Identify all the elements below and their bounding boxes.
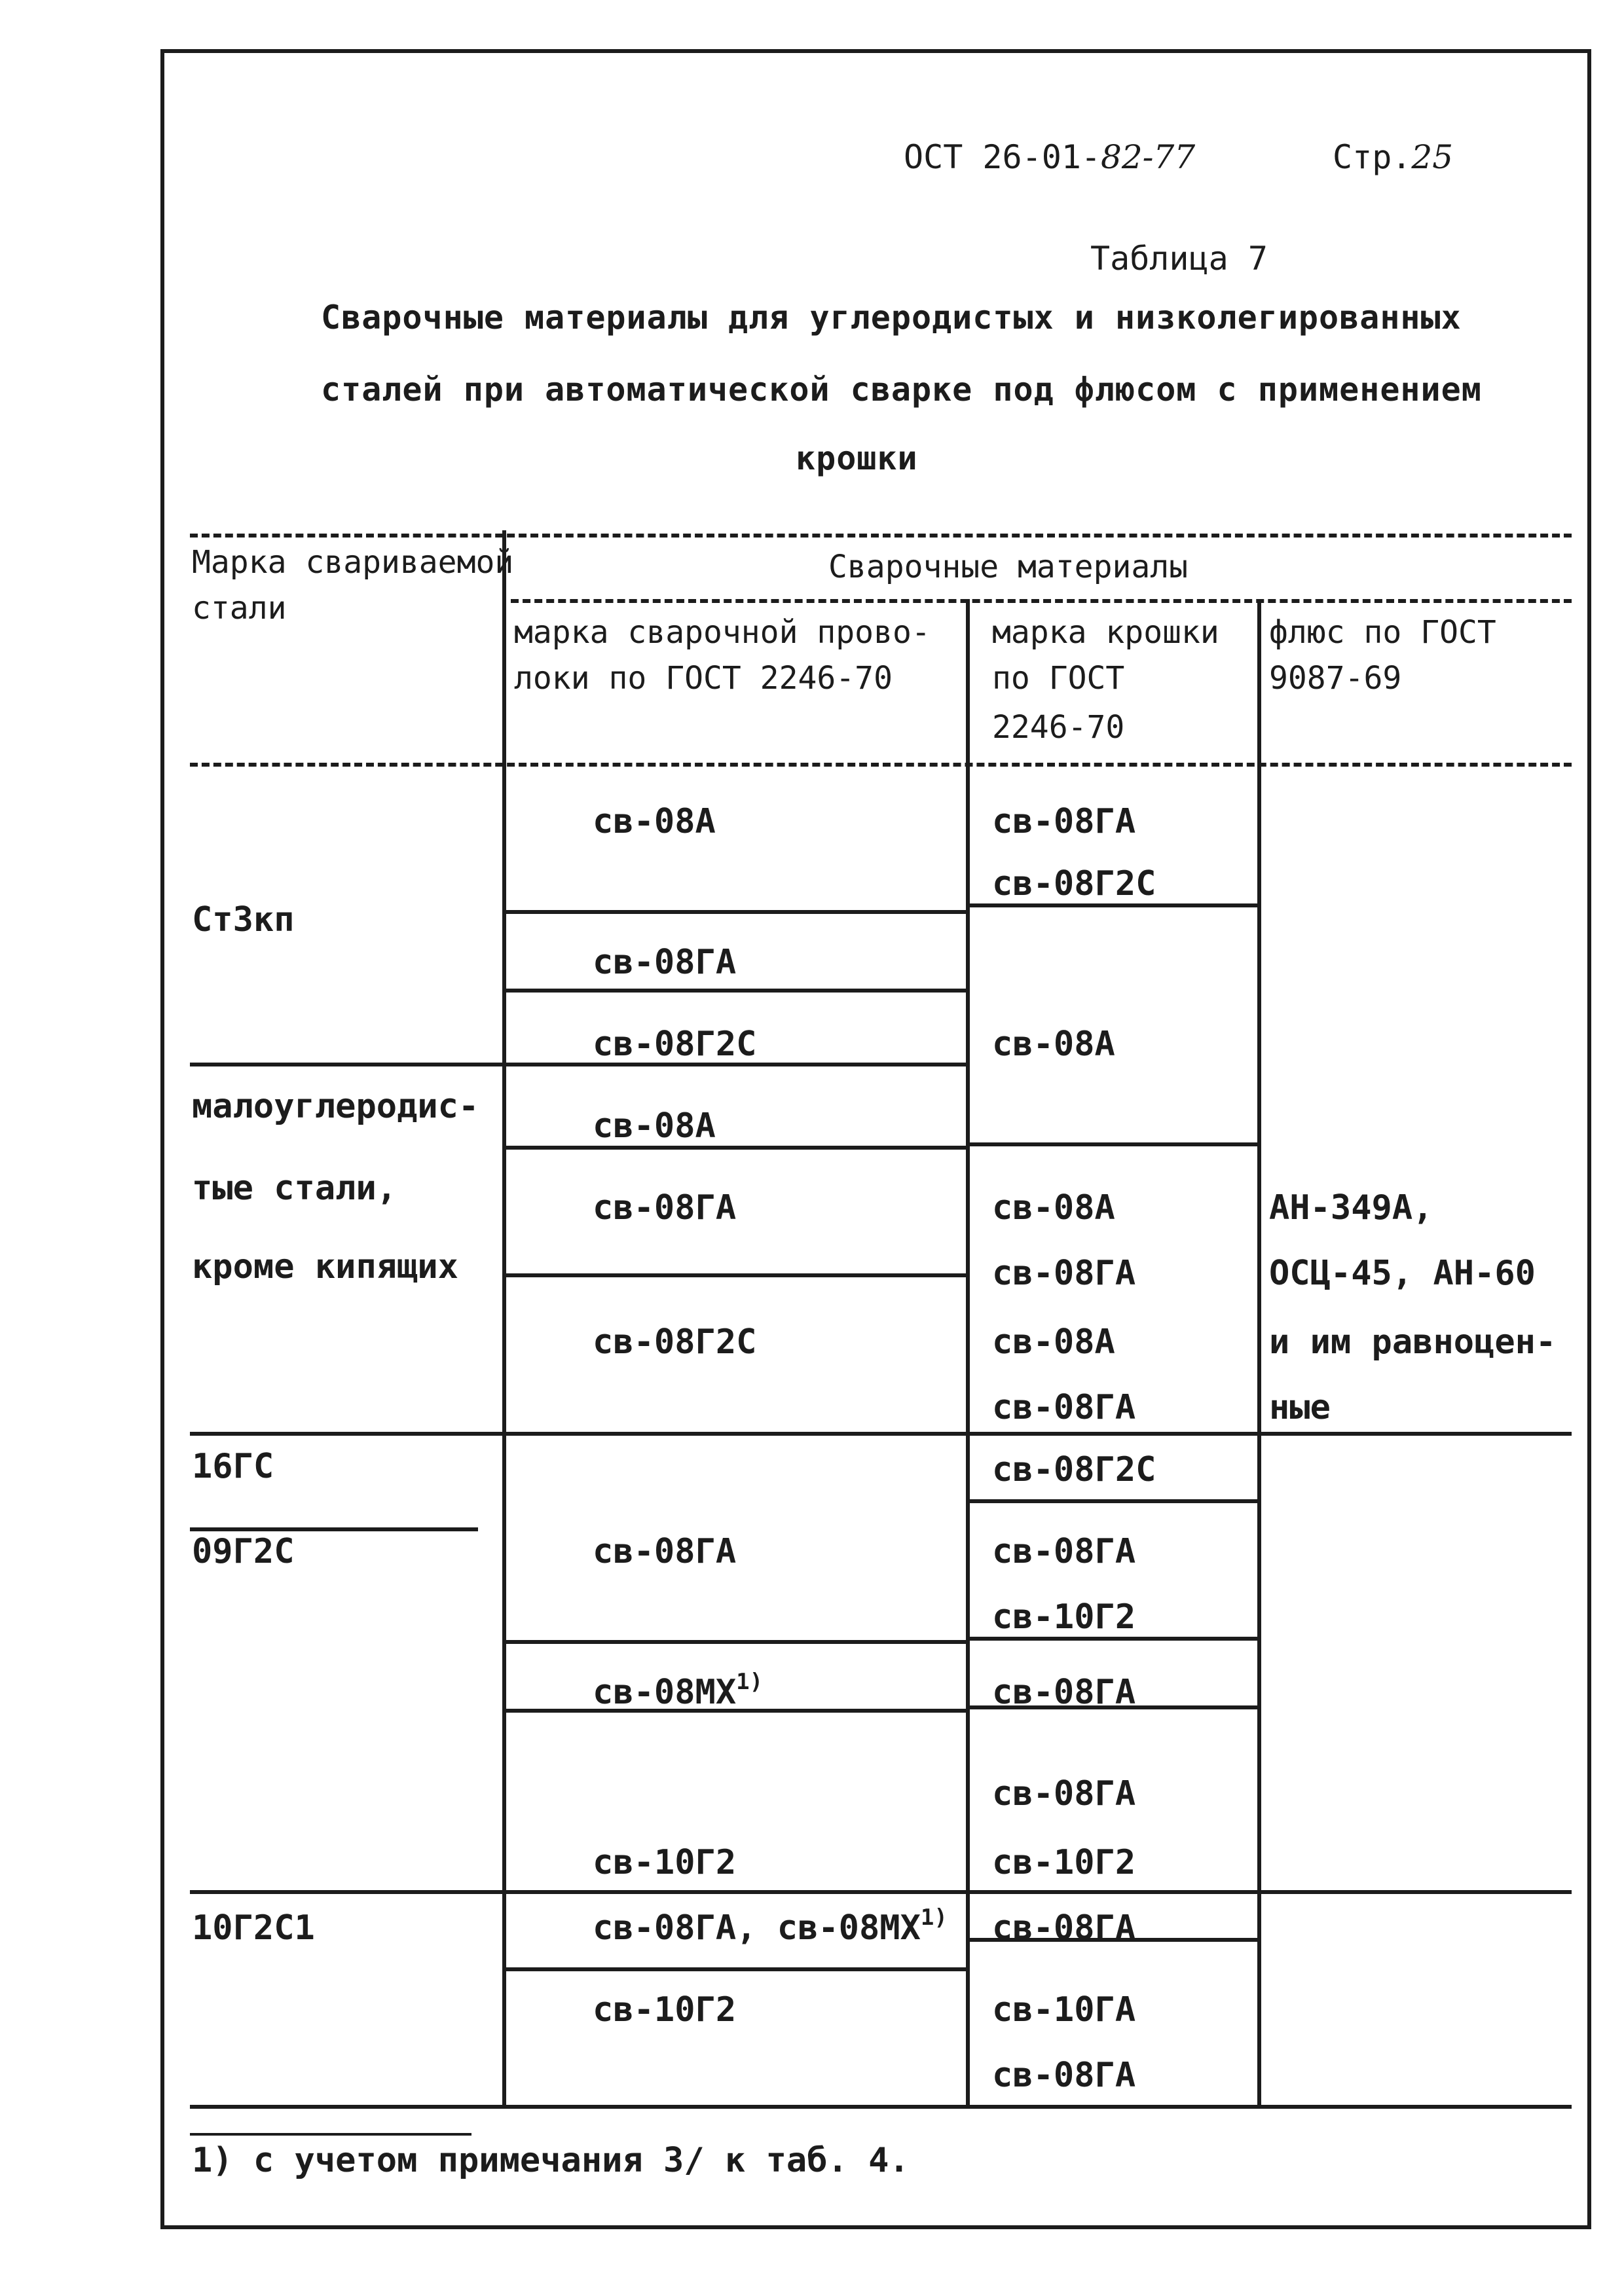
wire-rule-7 [504,1967,966,1971]
wire-rule-3 [504,1146,966,1150]
crumb-cell-11: св-08ГА [992,1673,1136,1712]
wire-cell-11: св-10Г2 [593,1990,737,2030]
wire-cell-1: св-08А [593,802,716,841]
wire-rule-4 [504,1273,966,1277]
header-steel-grade-2: стали [192,590,287,627]
title-line-3: крошки [796,439,918,477]
crumb-cell-9: св-08ГА [992,1532,1136,1571]
row-rule-09g2s [190,1890,1572,1894]
page-number: Стр.25 [1333,138,1454,176]
crumb-rule-4 [969,1637,1257,1641]
crumb-cell-12: св-08ГА [992,1774,1136,1813]
footnote-ref: 1) [736,1669,764,1695]
wire-cell-2: св-08ГА [593,943,737,982]
flux-cell-2: ОСЦ-45, АН-60 [1269,1254,1536,1293]
document-code: ОСТ 26-01-82-77 [904,138,1196,176]
wire-cell-6: св-08Г2С [593,1322,757,1362]
wire-rule-2 [504,989,966,993]
crumb-cell-1: св-08ГА [992,802,1136,841]
wire-cell-7: св-08ГА [593,1532,737,1571]
header-crumb-2: по ГОСТ [992,660,1125,697]
crumb-cell-6: св-08А [992,1322,1115,1362]
table-bottom-rule [190,2105,1572,2109]
document-code-handwritten: 82-77 [1101,138,1196,176]
steel-09g2s: 09Г2С [192,1532,295,1571]
header-bottom-rule [190,763,1572,767]
crumb-cell-3: св-08А [992,1025,1115,1064]
steel-low-carbon-3: кроме кипящих [192,1247,458,1286]
flux-cell-1: АН-349А, [1269,1188,1433,1228]
wire-rule-5 [504,1640,966,1644]
table-top-rule [190,534,1572,538]
flux-cell-4: ные [1269,1388,1331,1427]
header-wire-2: локи по ГОСТ 2246-70 [514,660,893,697]
flux-cell-3: и им равноцен- [1269,1322,1557,1362]
wire-cell-9: св-10Г2 [593,1843,737,1882]
column-divider-crumb [1257,599,1261,2108]
crumb-cell-16: св-08ГА [992,2056,1136,2095]
row-rule-16gs [190,1527,478,1531]
steel-low-carbon-1: малоуглеродис- [192,1087,479,1126]
crumb-cell-15: св-10ГА [992,1990,1136,2030]
row-rule-st3kp [190,1063,966,1066]
crumb-cell-2: св-08Г2С [992,864,1156,903]
crumb-cell-8: св-08Г2С [992,1450,1156,1489]
column-divider-steel [502,530,506,2108]
column-divider-wire [966,599,970,2108]
wire-rule-1 [504,910,966,914]
header-crumb-1: марка крошки [992,614,1219,651]
header-steel-grade-1: Марка свариваемой [192,544,514,581]
crumb-cell-5: св-08ГА [992,1254,1136,1293]
steel-10g2s1: 10Г2С1 [192,1908,315,1948]
steel-low-carbon-2: тые стали, [192,1169,397,1208]
row-rule-low-carbon [190,1432,1572,1436]
header-flux-1: флюс по ГОСТ [1269,614,1496,651]
title-line-1: Сварочные материалы для углеродистых и низколегированных [321,299,1462,337]
header-welding-materials: Сварочные материалы [828,549,1189,585]
header-flux-2: 9087-69 [1269,660,1402,697]
crumb-cell-14: св-08ГА [992,1908,1136,1948]
wire-cell-8: св-08МХ$^{1)}$ [593,1669,764,1712]
crumb-rule-2 [969,1142,1257,1146]
footnote-ref: 1) [920,1904,948,1931]
crumb-cell-4: св-08А [992,1188,1115,1228]
header-wire-1: марка сварочной прово- [514,614,931,651]
group-header-rule [511,599,1572,603]
footnote-rule [190,2133,471,2136]
steel-16gs: 16ГС [192,1447,274,1486]
header-crumb-3: 2246-70 [992,709,1125,746]
crumb-cell-10: св-10Г2 [992,1597,1136,1637]
crumb-rule-1 [969,903,1257,907]
steel-st3kp: Ст3кп [192,900,295,939]
crumb-rule-3 [969,1499,1257,1503]
crumb-cell-7: св-08ГА [992,1388,1136,1427]
wire-cell-10: св-08ГА, св-08МХ$^{1)}$ [593,1904,948,1948]
wire-cell-5: св-08ГА [593,1188,737,1228]
wire-cell-3: св-08Г2С [593,1025,757,1064]
table-caption: Таблица 7 [1090,240,1268,278]
title-line-2: сталей при автоматической сварке под флюсом с применением [321,371,1482,409]
footnote: 1) с учетом примечания 3/ к таб. 4. [192,2141,910,2180]
wire-cell-4: св-08А [593,1106,716,1146]
crumb-cell-13: св-10Г2 [992,1843,1136,1882]
